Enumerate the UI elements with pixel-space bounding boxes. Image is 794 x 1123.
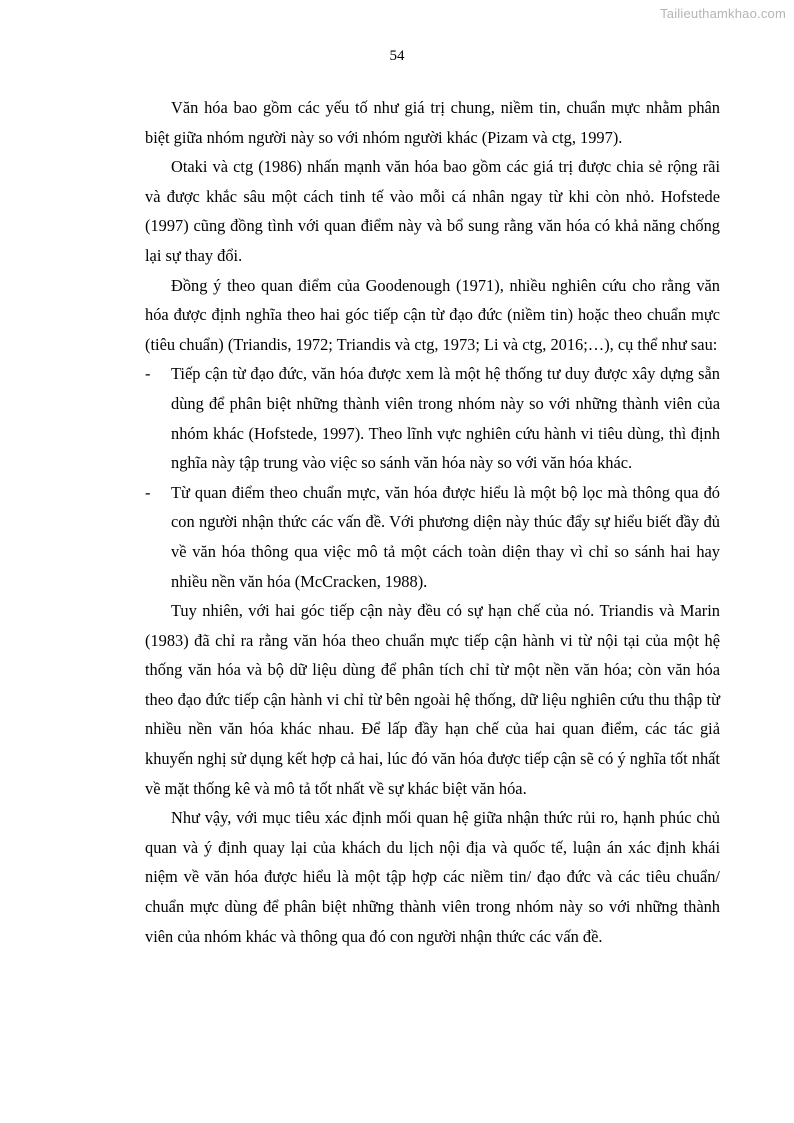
- watermark-text: Tailieuthamkhao.com: [660, 6, 786, 21]
- list-item-normative-approach: [145, 478, 720, 596]
- approach-list: [145, 359, 720, 596]
- list-bullet: -: [145, 482, 151, 502]
- paragraph-culture-definition: Văn hóa bao gồm các yếu tố như giá trị chung, niềm tin, chuẩn mực nhằm phân biệt giữa nhóm người này so với nhóm người khác (Pizam và ctg, 1997).: [145, 98, 720, 147]
- paragraph-otaki-hofstede: Otaki và ctg (1986) nhấn mạnh văn hóa bao gồm các giá trị được chia sẻ rộng rãi và được khắc sâu một cách tinh tế vào mỗi cá nhân ngay từ khi còn nhỏ. Hofstede (1997) cũng đồng tình với quan điểm này và bổ sung rằng văn hóa có khả năng chống lại sự thay đổi.: [145, 157, 720, 265]
- document-body: [145, 93, 720, 951]
- paragraph-conclusion: Như vậy, với mục tiêu xác định mối quan hệ giữa nhận thức rủi ro, hạnh phúc chủ quan và ý định quay lại của khách du lịch nội địa và quốc tế, luận án xác định khái niệm về văn hóa được hiểu là một tập hợp các niềm tin/ đạo đức và các tiêu chuẩn/ chuẩn mực dùng để phân biệt những thành viên trong nhóm này so với những thành viên của nhóm khác và thông qua đó con người nhận thức các vấn đề.: [145, 808, 720, 946]
- list-bullet: -: [145, 364, 151, 384]
- list-item-text: Từ quan điểm theo chuẩn mực, văn hóa được hiểu là một bộ lọc mà thông qua đó con người nhận thức các vấn đề. Với phương diện này thúc đẩy sự hiểu biết đầy đủ về văn hóa thông qua việc mô tả một cách toàn diện thay vì chỉ so sánh hai hay nhiều nền văn hóa (McCracken, 1988).: [171, 482, 720, 591]
- list-item-ethical-approach: [145, 359, 720, 477]
- paragraph-limitations: Tuy nhiên, với hai góc tiếp cận này đều có sự hạn chế của nó. Triandis và Marin (1983) đã chỉ ra rằng văn hóa theo chuẩn mực tiếp cận hành vi từ nội tại của một hệ thống văn hóa và bộ dữ liệu dùng để phân tích chỉ từ một nền văn hóa; còn văn hóa theo đạo đức tiếp cận hành vi chỉ từ bên ngoài hệ thống, dữ liệu nghiên cứu thu thập từ nhiều nền văn hóa khác nhau. Để lấp đầy hạn chế của hai quan điểm, các tác giả khuyến nghị sử dụng kết hợp cả hai, lúc đó văn hóa được tiếp cận sẽ có ý nghĩa tốt nhất về mặt thống kê và mô tả tốt nhất về sự khác biệt văn hóa.: [145, 601, 720, 798]
- paragraph-goodenough: Đồng ý theo quan điểm của Goodenough (1971), nhiều nghiên cứu cho rằng văn hóa được định nghĩa theo hai góc tiếp cận từ đạo đức (niềm tin) hoặc theo chuẩn mực (tiêu chuẩn) (Triandis, 1972; Triandis và ctg, 1973; Li và ctg, 2016;…), cụ thể như sau:: [145, 275, 720, 354]
- list-item-text: Tiếp cận từ đạo đức, văn hóa được xem là một hệ thống tư duy được xây dựng sẵn dùng để phân biệt những thành viên trong nhóm này so với những thành viên của nhóm khác (Hofstede, 1997). Theo lĩnh vực nghiên cứu hành vi tiêu dùng, thì định nghĩa này tập trung vào việc so sánh văn hóa này so với văn hóa khác.: [171, 364, 720, 473]
- page-number: 54: [389, 48, 405, 64]
